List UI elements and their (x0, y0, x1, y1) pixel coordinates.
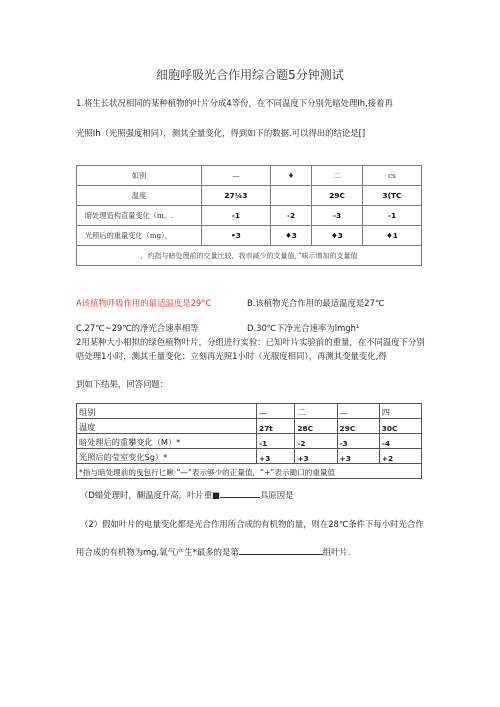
table-1-note: ，灼指与暗处理前的交量比较，我市减少的支量值，”味示增加的支量值 (77, 246, 422, 266)
table-1-header-cell: cs (362, 166, 421, 186)
table-1-header-cell: — (202, 166, 271, 186)
table-2-cell: -2 (295, 434, 337, 449)
table-2-cell: 29C (337, 419, 379, 434)
table-row (77, 206, 422, 226)
table-2-header-cell: 组别 (77, 404, 257, 419)
page-title: 细胞呼吸光合作用综合题5分钟测试 (156, 68, 344, 82)
table-row (77, 166, 422, 186)
table-2-cell: 温度 (77, 419, 257, 434)
table-row (77, 434, 422, 449)
sub-question-2-line-1: （2）假如叶片的电量变化都是光合作用所合成的有机物的量，则在28℃条件下每小时光合作 (80, 519, 424, 529)
table-row (77, 464, 422, 479)
table-2-cell: -1 (257, 434, 295, 449)
table-2-header-cell: 四 (379, 404, 421, 419)
sub-question-2-text-b: 组叶片. (322, 547, 351, 557)
table-row (77, 226, 422, 246)
question-1-line-2: 光照Ih（光照强度相同），测其全量变化，得到如下的数据.可以得出的结论是[] (76, 128, 366, 138)
table-2-header-cell: — (257, 404, 295, 419)
table-1-cell: ♦3 (312, 226, 363, 246)
table-2-cell: -3 (337, 434, 379, 449)
sub-question-1-text-a: （D蜡处理时，醐温度升高，叶片重■ (80, 490, 220, 500)
option-d: D.30℃下净光合速率为lmgh¹ (247, 323, 360, 333)
table-2-header-cell: — (337, 404, 379, 419)
table-2-cell: 光照后的莹室变化Sg）* (77, 449, 257, 464)
table-1-cell: -1 (202, 206, 271, 226)
table-1 (76, 165, 422, 266)
sub-question-1 (80, 489, 294, 501)
table-1-cell: ♦3 (270, 226, 311, 246)
table-1-cell (270, 186, 311, 206)
table-2-note: *指与暗处理前的曳包行匕瞅·“—”表示够少的正量值，“+”表示锄口的重量值 (77, 464, 422, 479)
option-c: C.27℃~29℃的净光合速率相等 (76, 323, 199, 333)
table-2-cell: +2 (379, 449, 421, 464)
table-1-cell: 温度 (77, 186, 202, 206)
answer-blank (220, 497, 260, 498)
question-2-line-3: 到如下结果，回答问题： (76, 379, 169, 389)
sub-question-2-line-2 (76, 546, 351, 558)
table-2-cell: -4 (379, 434, 421, 449)
table-1-cell: -2 (270, 206, 311, 226)
table-1-header-cell: 如别 (77, 166, 202, 186)
table-1-cell: 29C (312, 186, 363, 206)
sub-question-2-text-a: 用合成的有机物为mg,氧气产生*最多的是第 (76, 547, 239, 557)
table-1-header-cell: 二 (312, 166, 363, 186)
table-2-cell: 30C (379, 419, 421, 434)
table-2-cell: +3 (295, 449, 337, 464)
table-1-cell: 27¼3 (202, 186, 271, 206)
table-1-header-cell: ♦ (270, 166, 311, 186)
table-2-cell: 暗处理后的重攀变化（M）* (77, 434, 257, 449)
table-row (77, 419, 422, 434)
question-2-line-1: 2用某种大小相拟的绿色植物叶片，分组进行实验：已知叶片实验前的重量，在不同温度下分别 (76, 337, 425, 347)
table-1-cell: •3 (202, 226, 271, 246)
table-row (77, 404, 422, 419)
table-1-cell: 暗处理造构直量变化（m。. (77, 206, 202, 226)
table-2 (76, 403, 422, 479)
table-1-cell: -3 (312, 206, 363, 226)
table-1-cell: ♦1 (362, 226, 421, 246)
option-b: B.该植物光合作用的最适温度是27℃ (247, 298, 385, 308)
table-row (77, 449, 422, 464)
table-2-cell: +3 (337, 449, 379, 464)
question-1-line-1: 1.将生长状况相同的某种植物的叶片分成4等份，在不同温度下分别先暗处理Ih,接着再 (76, 98, 393, 108)
table-row (77, 186, 422, 206)
table-1-cell: 光照后的重量变化（mg）， (77, 226, 202, 246)
option-a: A该植物呼吸作用的最适温度是29°C (76, 298, 212, 308)
table-1-cell: -1 (362, 206, 421, 226)
table-1-cell: 3(TC (362, 186, 421, 206)
answer-blank (239, 554, 323, 555)
table-2-cell: 27t (257, 419, 295, 434)
question-2-line-2: 唔处理1小时，测其壬量变化；立刻再光照1小时（光服度相同），再测其变量变化,得 (76, 351, 387, 361)
sub-question-1-text-b: 具原因是 (260, 490, 294, 500)
table-row (77, 246, 422, 266)
table-2-header-cell: 二 (295, 404, 337, 419)
table-2-cell: 28C (295, 419, 337, 434)
table-2-cell: +3 (257, 449, 295, 464)
